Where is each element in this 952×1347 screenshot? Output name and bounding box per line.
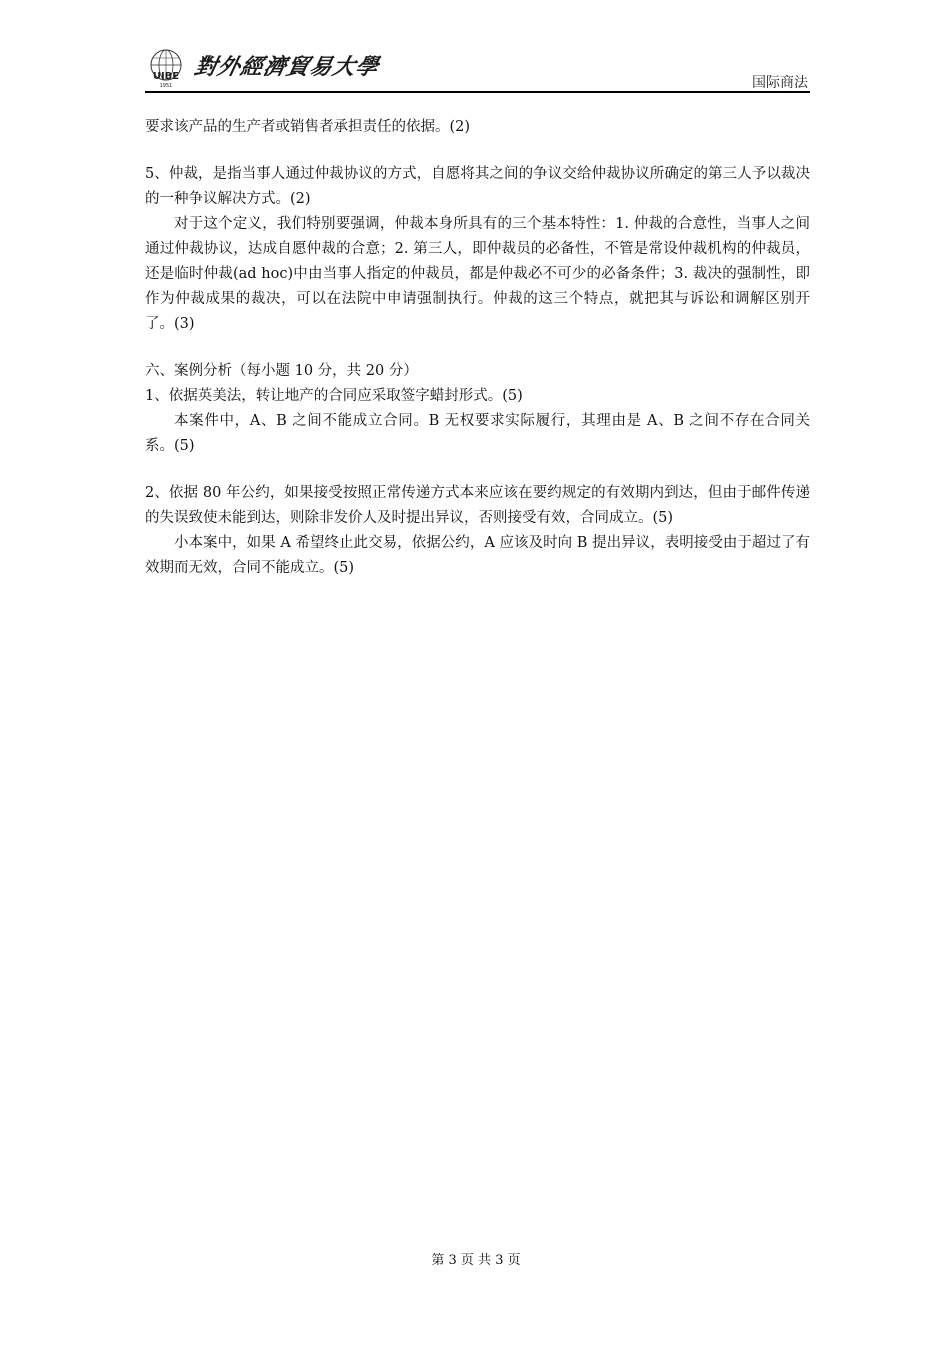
paragraph: 要求该产品的生产者或销售者承担责任的依据。(2) <box>145 119 471 135</box>
university-name-logo: 對外經濟貿易大學 <box>191 54 382 80</box>
paragraph: 1、依据英美法，转让地产的合同应采取签字蜡封形式。(5) <box>145 388 523 404</box>
university-seal-logo <box>145 46 187 88</box>
course-name: 国际商法 <box>752 75 808 91</box>
document-body <box>145 115 810 581</box>
header-divider <box>145 91 810 93</box>
paragraph: 本案件中，A、B 之间不能成立合同。B 无权要求实际履行，其理由是 A、B 之间不存在合同关系。(5) <box>145 413 810 454</box>
section-heading: 六、案例分析（每小题 10 分，共 20 分） <box>145 363 418 379</box>
page-header <box>145 40 810 92</box>
page-number: 第 3 页 共 3 页 <box>431 1253 521 1268</box>
paragraph: 2、依据 80 年公约，如果接受按照正常传递方式本来应该在要约规定的有效期内到达，但由于邮件传递的失误致使未能到达，则除非发价人及时提出异议，否则接受有效，合同成立。(5) <box>145 485 810 526</box>
logo-text: UIBE <box>152 71 180 82</box>
logo-year: 1951 <box>159 83 173 88</box>
paragraph: 对于这个定义，我们特别要强调，仲裁本身所具有的三个基本特性：1. 仲裁的合意性，当事人之间通过仲裁协议，达成自愿仲裁的合意；2. 第三人，即仲裁员的必备性，不管是常设仲裁机构的仲裁员，还是临时仲裁(ad hoc)中由当事人指定的仲裁员，都是仲裁必不可少的必备条件；3. 裁决的强制性，即作为仲裁成果的裁决，可以在法院中申请强制执行。仲裁的这三个特点，就把其与诉讼和调解区别开了。(3) <box>145 216 810 332</box>
paragraph: 小本案中，如果 A 希望终止此交易，依据公约，A 应该及时向 B 提出异议，表明接受由于超过了有效期而无效，合同不能成立。(5) <box>145 535 810 576</box>
paragraph: 5、仲裁，是指当事人通过仲裁协议的方式，自愿将其之间的争议交给仲裁协议所确定的第三人予以裁决的一种争议解决方式。(2) <box>145 166 810 207</box>
